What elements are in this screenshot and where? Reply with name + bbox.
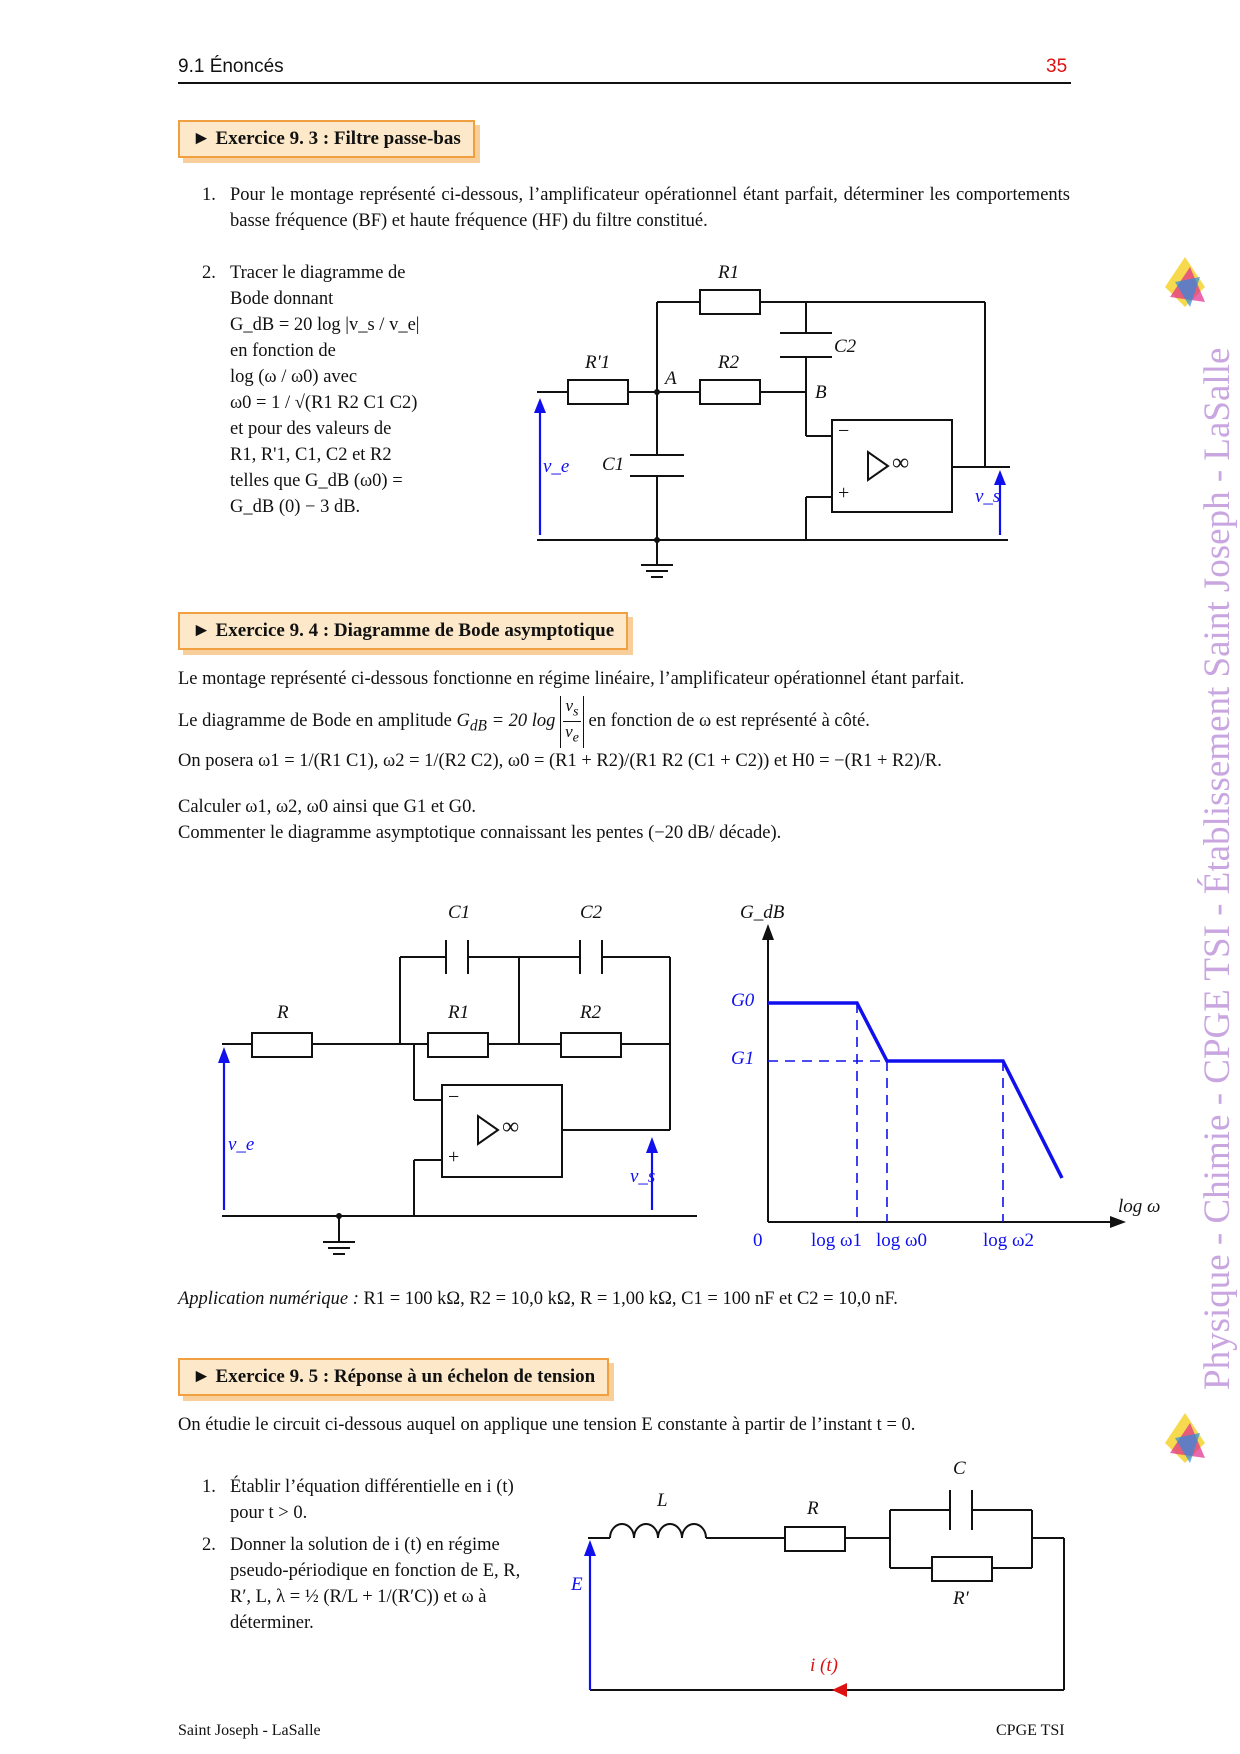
ex4-ratio: $\frac{v_s}{v_e}$ [565, 696, 579, 746]
ex4-label-R2: R2 [580, 1002, 602, 1023]
ex3-q2-line: ω0 = 1 / √(R1 R2 C1 C2) [230, 393, 418, 413]
ex4-opamp-infinity: ∞ [502, 1114, 520, 1140]
ex4-label-vs: v_s [630, 1166, 656, 1187]
ex5-q1-text: Établir l’équation différentielle en i (t) pour t > 0. [230, 1477, 514, 1523]
bode-x-label: log ω [1118, 1196, 1161, 1217]
ex3-opamp-infinity: ∞ [892, 450, 910, 476]
ex4-line1: Le montage représenté ci-dessous fonctionne en régime linéaire, l’amplificateur opérationnel étant parfait. [178, 669, 965, 689]
ex5-label-E: E [571, 1574, 583, 1595]
ex3-label-ve: v_e [543, 456, 570, 477]
ex3-opamp-plus: + [838, 482, 850, 504]
footer-right: CPGE TSI [996, 1722, 1065, 1739]
ex5-label-C: C [953, 1458, 966, 1479]
exercise-9-5-title: ► Exercice 9. 5 : Réponse à un échelon de tension [178, 1358, 609, 1396]
ex5-intro: On étudie le circuit ci-dessous auquel on applique une tension E constante à partir de l’instant t = 0. [178, 1415, 916, 1435]
bode-y-label: G_dB [740, 902, 785, 923]
ex3-label-A: A [665, 368, 677, 389]
bode-w1-label: log ω1 [811, 1230, 863, 1251]
ex3-label-C2: C2 [834, 336, 857, 357]
bode-w2-label: log ω2 [983, 1230, 1035, 1251]
ex3-q1-text: Pour le montage représenté ci-dessous, l’amplificateur opérationnel étant parfait, déterminer les comportements basse fréquence (BF) et haute fréquence (HF) du filtre constitué. [230, 185, 1070, 231]
ex4-label-C1: C1 [448, 902, 471, 923]
ex3-label-vs: v_s [975, 486, 1001, 507]
ex3-q2-line: G_dB = 20 log |v_s / v_e| [230, 315, 420, 335]
ex4-opamp-plus: + [448, 1146, 460, 1168]
ex3-q2-line: G_dB (0) − 3 dB. [230, 497, 361, 517]
section-title: 9.1 Énoncés [178, 56, 284, 77]
ex3-q2-line: log (ω / ω0) avec [230, 367, 358, 387]
ex3-q2-line: telles que G_dB (ω0) = [230, 471, 403, 491]
ex5-label-R: R [807, 1498, 819, 1519]
bode-w0-label: log ω0 [876, 1230, 928, 1251]
ex4-line2-end: en fonction de ω est représenté à côté. [588, 711, 870, 732]
ex4-label-ve: v_e [228, 1134, 255, 1155]
ex3-q2-line: et pour des valeurs de [230, 419, 392, 439]
bode-G1-label: G1 [731, 1048, 755, 1069]
ex3-q2-number: 2. [202, 263, 216, 283]
ex4-app-label: Application numérique : [178, 1289, 359, 1309]
ex3-label-B: B [815, 382, 827, 403]
exercise-9-3-title: ► Exercice 9. 3 : Filtre passe-bas [178, 120, 475, 158]
bode-origin-label: 0 [753, 1230, 763, 1251]
ex3-q2-line: R1, R'1, C1, C2 et R2 [230, 445, 392, 465]
ex4-opamp-minus: − [448, 1086, 460, 1108]
bode-G0-label: G0 [731, 990, 755, 1011]
ex4-label-C2: C2 [580, 902, 603, 923]
ex3-label-R1: R1 [718, 262, 740, 283]
ex3-opamp-minus: − [838, 420, 850, 442]
ex5-label-L: L [657, 1490, 668, 1511]
ex4-gdb-formula: $G_{dB} = 20$ log [456, 711, 556, 735]
ex5-q2-text: Donner la solution de i (t) en régime pseudo-périodique en fonction de E, R, R′, L, λ = ½ (R/L + 1/(R′C)) et ω à déterminer. [230, 1535, 521, 1633]
ex3-label-R2: R2 [718, 352, 740, 373]
ex4-label-R1: R1 [448, 1002, 470, 1023]
ex5-q2-number: 2. [202, 1535, 216, 1555]
ex4-line3: On posera ω1 = 1/(R1 C1), ω2 = 1/(R2 C2), ω0 = (R1 + R2)/(R1 R2 (C1 + C2)) et H0 = −(R1 + R2)/R. [178, 751, 942, 771]
ex5-label-i: i (t) [810, 1655, 838, 1676]
ex3-label-C1: C1 [602, 454, 625, 475]
ex3-q1-number: 1. [202, 185, 216, 205]
exercise-9-4-title: ► Exercice 9. 4 : Diagramme de Bode asymptotique [178, 612, 628, 650]
side-banner: Physique - Chimie - CPGE TSI - Établissement Saint Joseph - LaSalle [1197, 347, 1238, 1390]
footer-left: Saint Joseph - LaSalle [178, 1722, 321, 1739]
ex5-label-Rp: R′ [953, 1588, 969, 1609]
ex4-line2-start: Le diagramme de Bode en amplitude [178, 711, 452, 732]
ex4-label-R: R [277, 1002, 289, 1023]
page-number: 35 [1046, 56, 1068, 77]
ex3-q2-line: Tracer le diagramme de Bode donnant [230, 263, 406, 309]
ex3-q2-line: en fonction de [230, 341, 336, 361]
ex3-label-R1p: R'1 [585, 352, 611, 373]
ex4-line5: Commenter le diagramme asymptotique connaissant les pentes (−20 dB/ décade). [178, 823, 782, 843]
ex5-q1-number: 1. [202, 1477, 216, 1497]
ex4-app-values: R1 = 100 kΩ, R2 = 10,0 kΩ, R = 1,00 kΩ, C1 = 100 nF et C2 = 10,0 nF. [363, 1289, 898, 1309]
ex4-line4: Calculer ω1, ω2, ω0 ainsi que G1 et G0. [178, 797, 477, 817]
